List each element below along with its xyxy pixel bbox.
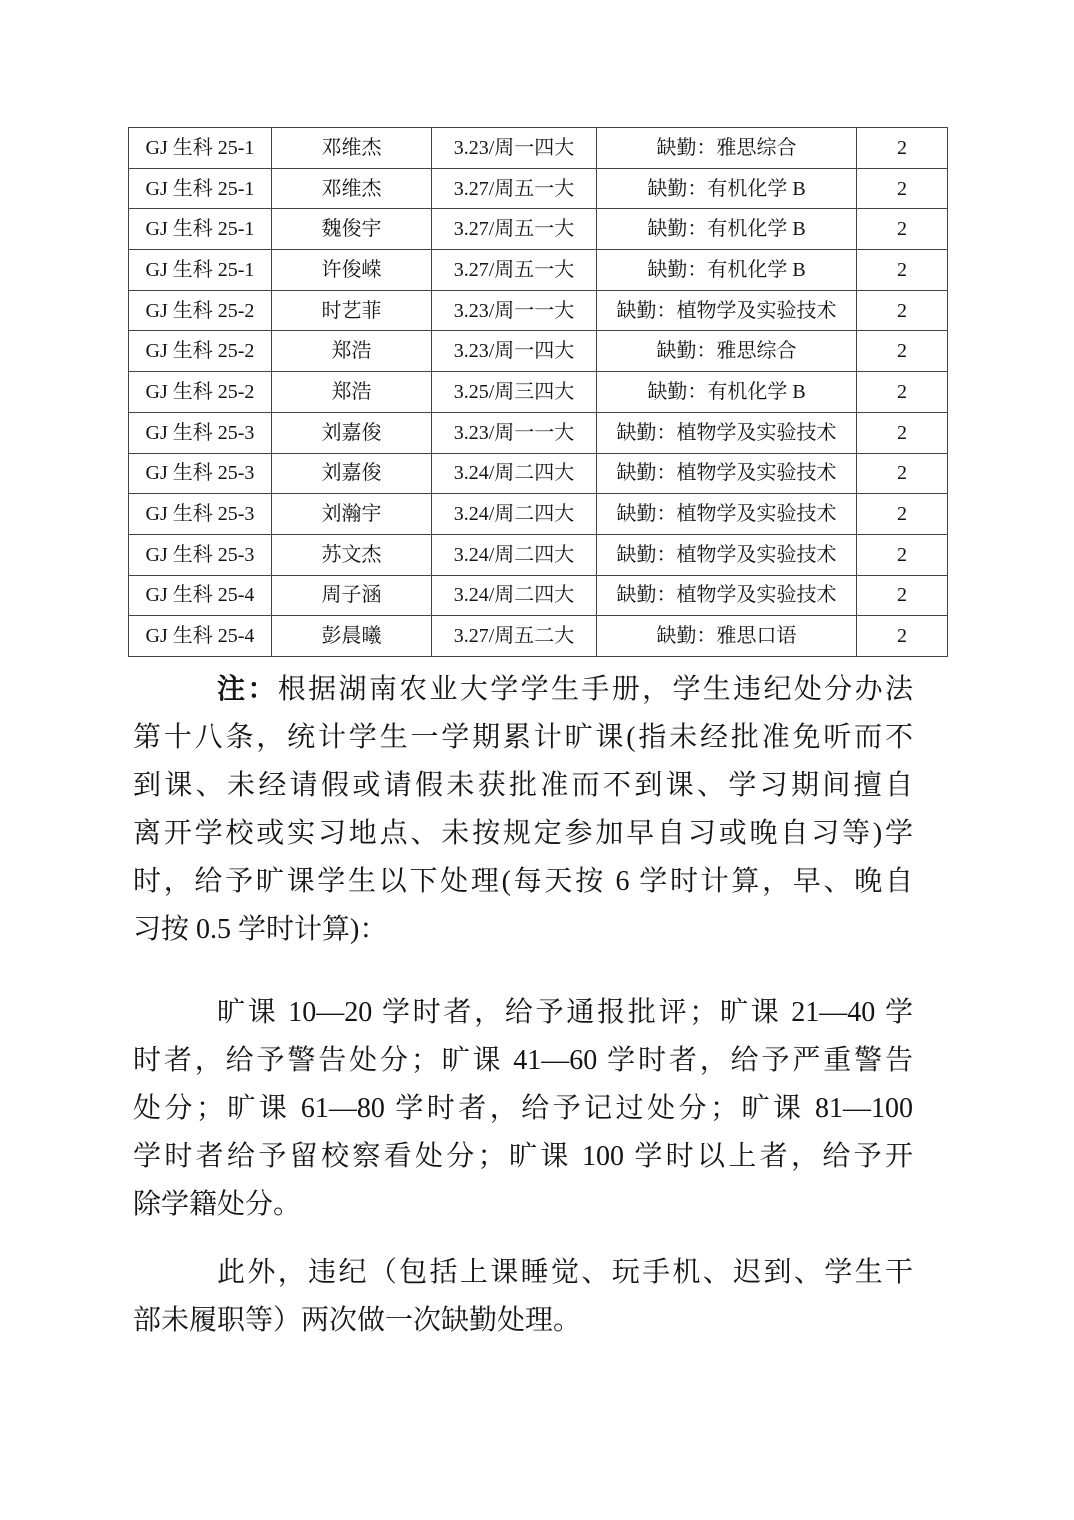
class-cell: GJ 生科 25-1 xyxy=(129,209,272,250)
absence-reason-cell: 缺勤：有机化学 B xyxy=(597,209,857,250)
student-name-cell: 郑浩 xyxy=(272,372,432,413)
class-cell: GJ 生科 25-4 xyxy=(129,616,272,657)
count-cell: 2 xyxy=(857,575,948,616)
note-label: 注： xyxy=(217,673,278,705)
absence-reason-cell: 缺勤：有机化学 B xyxy=(597,372,857,413)
table-row xyxy=(129,575,948,616)
absence-reason-cell: 缺勤：植物学及实验技术 xyxy=(597,412,857,453)
table-row xyxy=(129,372,948,413)
student-name-cell: 刘瀚宇 xyxy=(272,494,432,535)
note-paragraph xyxy=(133,1249,913,1345)
student-name-cell: 彭晨曦 xyxy=(272,616,432,657)
date-period-cell: 3.27/周五一大 xyxy=(432,250,597,291)
count-cell: 2 xyxy=(857,453,948,494)
table-row xyxy=(129,494,948,535)
table-row xyxy=(129,290,948,331)
date-period-cell: 3.27/周五一大 xyxy=(432,168,597,209)
student-name-cell: 刘嘉俊 xyxy=(272,412,432,453)
count-cell: 2 xyxy=(857,412,948,453)
student-name-cell: 许俊嵘 xyxy=(272,250,432,291)
table-row xyxy=(129,250,948,291)
count-cell: 2 xyxy=(857,128,948,169)
date-period-cell: 3.23/周一一大 xyxy=(432,290,597,331)
student-name-cell: 时艺菲 xyxy=(272,290,432,331)
note-line: 到课、未经请假或请假未获批准而不到课、学习期间擅自 xyxy=(133,769,913,801)
count-cell: 2 xyxy=(857,290,948,331)
note-line: 处分；旷课 61—80 学时者，给予记过处分；旷课 81—100 xyxy=(133,1092,913,1124)
student-name-cell: 苏文杰 xyxy=(272,534,432,575)
date-period-cell: 3.25/周三四大 xyxy=(432,372,597,413)
table-row xyxy=(129,412,948,453)
note-line: 此外，违纪（包括上课睡觉、玩手机、迟到、学生干 xyxy=(217,1256,913,1288)
student-name-cell: 邓维杰 xyxy=(272,128,432,169)
date-period-cell: 3.23/周一一大 xyxy=(432,412,597,453)
absence-reason-cell: 缺勤：植物学及实验技术 xyxy=(597,453,857,494)
absence-reason-cell: 缺勤：植物学及实验技术 xyxy=(597,290,857,331)
absence-reason-cell: 缺勤：有机化学 B xyxy=(597,168,857,209)
note-paragraph xyxy=(133,666,913,954)
absence-reason-cell: 缺勤：植物学及实验技术 xyxy=(597,534,857,575)
table-row xyxy=(129,453,948,494)
table-row xyxy=(129,209,948,250)
note-line: 第十八条，统计学生一学期累计旷课(指未经批准免听而不 xyxy=(133,721,913,753)
table-row xyxy=(129,534,948,575)
class-cell: GJ 生科 25-4 xyxy=(129,575,272,616)
class-cell: GJ 生科 25-1 xyxy=(129,168,272,209)
count-cell: 2 xyxy=(857,372,948,413)
table-row xyxy=(129,331,948,372)
class-cell: GJ 生科 25-2 xyxy=(129,372,272,413)
attendance-table-body xyxy=(129,128,948,657)
date-period-cell: 3.27/周五二大 xyxy=(432,616,597,657)
note-line: 除学籍处分。 xyxy=(133,1188,302,1220)
date-period-cell: 3.27/周五一大 xyxy=(432,209,597,250)
student-name-cell: 刘嘉俊 xyxy=(272,453,432,494)
date-period-cell: 3.24/周二四大 xyxy=(432,534,597,575)
date-period-cell: 3.24/周二四大 xyxy=(432,453,597,494)
note-paragraph xyxy=(133,989,913,1229)
class-cell: GJ 生科 25-2 xyxy=(129,290,272,331)
class-cell: GJ 生科 25-3 xyxy=(129,494,272,535)
note-line: 注：根据湖南农业大学学生手册，学生违纪处分办法 xyxy=(217,673,913,705)
count-cell: 2 xyxy=(857,209,948,250)
count-cell: 2 xyxy=(857,534,948,575)
count-cell: 2 xyxy=(857,331,948,372)
document-content xyxy=(128,127,947,1345)
date-period-cell: 3.23/周一四大 xyxy=(432,331,597,372)
date-period-cell: 3.23/周一四大 xyxy=(432,128,597,169)
absence-reason-cell: 缺勤：有机化学 B xyxy=(597,250,857,291)
class-cell: GJ 生科 25-3 xyxy=(129,534,272,575)
table-row xyxy=(129,616,948,657)
date-period-cell: 3.24/周二四大 xyxy=(432,575,597,616)
student-name-cell: 周子涵 xyxy=(272,575,432,616)
class-cell: GJ 生科 25-3 xyxy=(129,453,272,494)
count-cell: 2 xyxy=(857,494,948,535)
student-name-cell: 魏俊宇 xyxy=(272,209,432,250)
absence-reason-cell: 缺勤：植物学及实验技术 xyxy=(597,494,857,535)
note-line: 习按 0.5 学时计算)： xyxy=(133,913,388,945)
date-period-cell: 3.24/周二四大 xyxy=(432,494,597,535)
note-line: 离开学校或实习地点、未按规定参加早自习或晚自习等)学 xyxy=(133,817,913,849)
absence-reason-cell: 缺勤：植物学及实验技术 xyxy=(597,575,857,616)
class-cell: GJ 生科 25-1 xyxy=(129,128,272,169)
count-cell: 2 xyxy=(857,616,948,657)
count-cell: 2 xyxy=(857,250,948,291)
class-cell: GJ 生科 25-3 xyxy=(129,412,272,453)
table-row xyxy=(129,128,948,169)
student-name-cell: 邓维杰 xyxy=(272,168,432,209)
table-row xyxy=(129,168,948,209)
absence-reason-cell: 缺勤：雅思口语 xyxy=(597,616,857,657)
notes-section xyxy=(133,666,913,1345)
absence-reason-cell: 缺勤：雅思综合 xyxy=(597,331,857,372)
count-cell: 2 xyxy=(857,168,948,209)
note-line: 时者，给予警告处分；旷课 41—60 学时者，给予严重警告 xyxy=(133,1044,913,1076)
note-line: 时，给予旷课学生以下处理(每天按 6 学时计算，早、晚自 xyxy=(133,865,913,897)
class-cell: GJ 生科 25-1 xyxy=(129,250,272,291)
attendance-table xyxy=(128,127,948,657)
note-line: 旷课 10—20 学时者，给予通报批评；旷课 21—40 学 xyxy=(217,996,913,1028)
note-line: 学时者给予留校察看处分；旷课 100 学时以上者，给予开 xyxy=(133,1140,913,1172)
absence-reason-cell: 缺勤：雅思综合 xyxy=(597,128,857,169)
note-line: 部未履职等）两次做一次缺勤处理。 xyxy=(133,1304,582,1336)
student-name-cell: 郑浩 xyxy=(272,331,432,372)
class-cell: GJ 生科 25-2 xyxy=(129,331,272,372)
